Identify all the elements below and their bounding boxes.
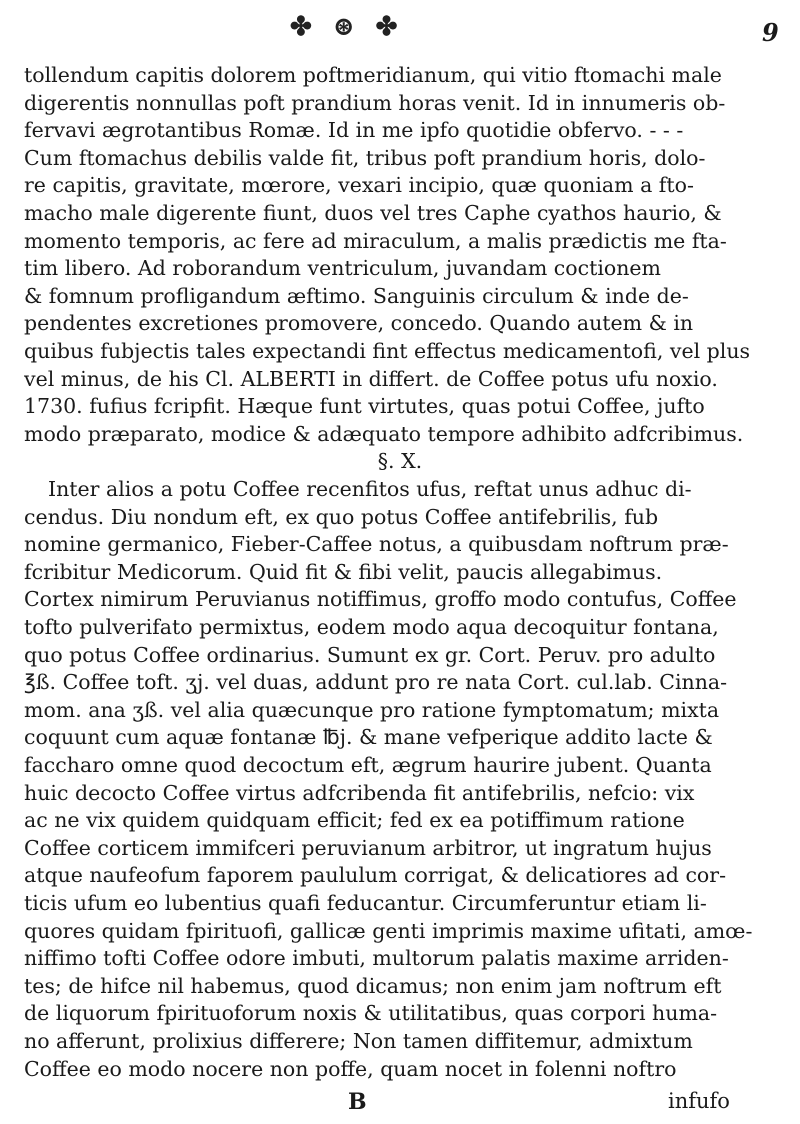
text-line: Coffee eo modo nocere non poffe, quam nocet in folenni noftro xyxy=(24,1056,677,1081)
text-line: ac ne vix quidem quidquam efficit; fed ex ea potiffimum ratione xyxy=(24,808,685,833)
text-line: ticis ufum eo lubentius quafi feducantur. Circumferuntur etiam li- xyxy=(24,891,707,915)
text-line: Cortex nimirum Peruvianus notiffimus, groffo modo contufus, Coffee xyxy=(24,587,737,612)
text-line: niffimo tofti Coffee odore imbuti, multorum palatis maxime arriden- xyxy=(24,946,729,971)
text-line: coquunt cum aquæ fontanæ ℔j. & mane vefperique addito lacte & xyxy=(24,725,713,750)
text-line: Cum ftomachus debilis valde fit, tribus poft prandium horis, dolo- xyxy=(24,145,706,170)
text-line: quibus fubjectis tales expectandi fint effectus medicamentofi, vel plus xyxy=(24,339,751,363)
text-line: modo præparato, modice & adæquato tempore adhibito adfcribimus. xyxy=(24,421,744,446)
catchword: infufo xyxy=(668,1089,730,1113)
text-line: cendus. Diu nondum eft, ex quo potus Coffee antifebrilis, fub xyxy=(24,504,659,529)
text-line: fervavi ægrotantibus Romæ. Id in me ipfo quotidie obfervo. - - - xyxy=(24,118,684,143)
text-line: momento temporis, ac fere ad miraculum, a malis prædictis me fta- xyxy=(24,228,727,253)
page-number: 9 xyxy=(762,18,779,47)
text-line: pendentes excretiones promovere, concedo. Quando autem & in xyxy=(24,311,694,336)
page-header xyxy=(0,8,800,52)
text-line: §. X. xyxy=(377,449,423,474)
text-line: tofto pulverifato permixtus, eodem modo aqua decoquitur fontana, xyxy=(24,615,719,639)
text-line: quo potus Coffee ordinarius. Sumunt ex gr. Cort. Peruv. pro adulto xyxy=(24,642,716,667)
text-line: ℥ß. Coffee toft. ʒj. vel duas, addunt pro re nata Cort. cul.lab. Cinna- xyxy=(24,670,728,695)
text-line: nomine germanico, Fieber-Caffee notus, a quibusdam noftrum præ- xyxy=(24,532,729,557)
header-ornament: ✤ ⊛ ✤ xyxy=(290,12,404,42)
text-line: tollendum capitis dolorem poftmeridianum, qui vitio ftomachi male xyxy=(24,63,722,87)
text-line: atque naufeofum faporem paululum corrigat, & delicatiores ad cor- xyxy=(24,863,726,888)
text-line: tes; de hifce nil habemus, quod dicamus; non enim jam noftrum eft xyxy=(24,973,722,998)
signature-mark: B xyxy=(348,1089,367,1115)
text-line: & fomnum profligandum æftimo. Sanguinis circulum & inde de- xyxy=(24,283,689,308)
text-line: macho male digerente fiunt, duos vel tres Caphe cyathos haurio, & xyxy=(24,201,722,225)
text-line: fcribitur Medicorum. Quid fit & fibi velit, paucis allegabimus. xyxy=(24,559,663,584)
text-line: 1730. fufius fcripfit. Hæque funt virtutes, quas potui Coffee, jufto xyxy=(24,394,705,419)
text-line: no afferunt, prolixius differere; Non tamen diffitemur, admixtum xyxy=(24,1029,693,1053)
text-line: mom. ana ʒß. vel alia quæcunque pro ratione fymptomatum; mixta xyxy=(24,697,720,722)
text-line: quores quidam fpirituofi, gallicæ genti imprimis maxime ufitati, amœ- xyxy=(24,918,753,943)
text-line: Inter alios a potu Coffee recenfitos ufus, reftat unus adhuc di- xyxy=(48,477,692,501)
text-line: digerentis nonnullas poft prandium horas venit. Id in innumeris ob- xyxy=(24,90,726,115)
text-line: huic decocto Coffee virtus adfcribenda fit antifebrilis, nefcio: vix xyxy=(24,780,695,805)
text-line: tim libero. Ad roborandum ventriculum, juvandam coctionem xyxy=(24,256,661,281)
text-line: faccharo omne quod decoctum eft, ægrum haurire jubent. Quanta xyxy=(24,753,712,777)
text-line: Coffee corticem immifceri peruvianum arbitror, ut ingratum hujus xyxy=(24,835,712,860)
text-line: vel minus, de his Cl. ALBERTI in differt. de Coffee potus ufu noxio. xyxy=(24,366,718,391)
text-line: re capitis, gravitate, mœrore, vexari incipio, quæ quoniam a fto- xyxy=(24,173,694,198)
text-line: de liquorum fpirituoforum noxis & utilitatibus, quas corpori huma- xyxy=(24,1001,718,1026)
